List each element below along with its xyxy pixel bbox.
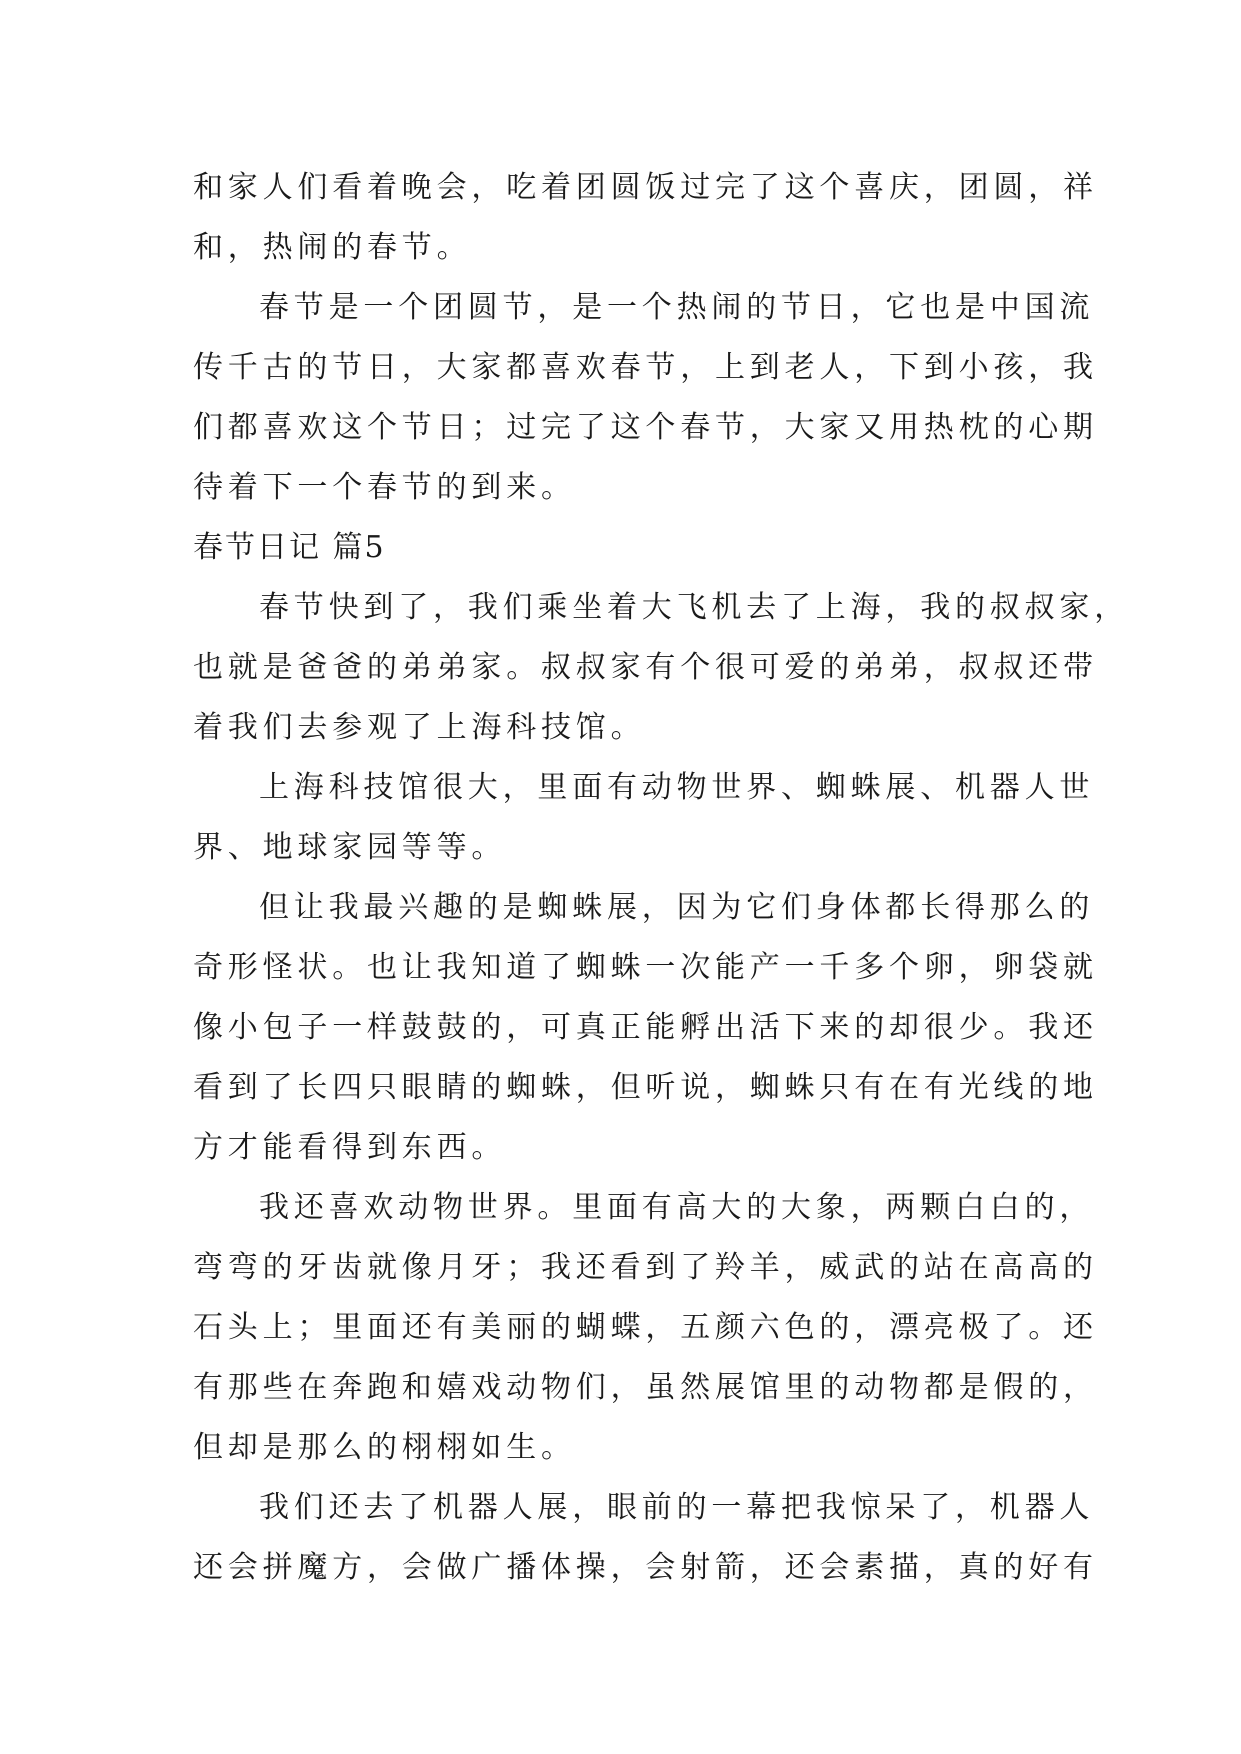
text-line: 奇形怪状。也让我知道了蜘蛛一次能产一千多个卵，卵袋就 [193, 950, 1098, 985]
text-line: 方才能看得到东西。 [193, 1130, 507, 1165]
paragraph-start-line: 春节快到了，我们乘坐着大飞机去了上海，我的叔叔家， [259, 590, 1129, 625]
text-line: 和家人们看着晚会，吃着团圆饭过完了这个喜庆，团圆，祥 [193, 170, 1098, 205]
text-line: 但却是那么的栩栩如生。 [193, 1430, 576, 1465]
document-body [193, 158, 1129, 1598]
text-line: 看到了长四只眼睛的蜘蛛，但听说，蜘蛛只有在有光线的地 [193, 1070, 1098, 1105]
text-line: 和，热闹的春节。 [193, 230, 472, 265]
text-line: 还会拼魔方，会做广播体操，会射箭，还会素描，真的好有 [193, 1550, 1098, 1585]
text-line: 石头上；里面还有美丽的蝴蝶，五颜六色的，漂亮极了。还 [193, 1310, 1098, 1345]
paragraph-start-line: 但让我最兴趣的是蜘蛛展，因为它们身体都长得那么的 [259, 890, 1095, 925]
text-line: 弯弯的牙齿就像月牙；我还看到了羚羊，威武的站在高高的 [193, 1250, 1098, 1285]
text-line: 有那些在奔跑和嬉戏动物们，虽然展馆里的动物都是假的， [193, 1370, 1098, 1405]
text-line: 像小包子一样鼓鼓的，可真正能孵出活下来的却很少。我还 [193, 1010, 1098, 1045]
text-line: 待着下一个春节的到来。 [193, 470, 576, 505]
paragraph-start-line: 我还喜欢动物世界。里面有高大的大象，两颗白白的， [259, 1190, 1095, 1225]
text-line: 也就是爸爸的弟弟家。叔叔家有个很可爱的弟弟，叔叔还带 [193, 650, 1098, 685]
text-line: 界、地球家园等等。 [193, 830, 507, 865]
text-line: 传千古的节日，大家都喜欢春节，上到老人，下到小孩，我 [193, 350, 1098, 385]
text-line: 们都喜欢这个节日；过完了这个春节，大家又用热枕的心期 [193, 410, 1098, 445]
section-heading: 春节日记 篇5 [193, 530, 386, 565]
paragraph-start-line: 上海科技馆很大，里面有动物世界、蜘蛛展、机器人世 [259, 770, 1095, 805]
paragraph-start-line: 我们还去了机器人展，眼前的一幕把我惊呆了，机器人 [259, 1490, 1095, 1525]
text-line: 着我们去参观了上海科技馆。 [193, 710, 646, 745]
paragraph-start-line: 春节是一个团圆节，是一个热闹的节日，它也是中国流 [259, 290, 1095, 325]
